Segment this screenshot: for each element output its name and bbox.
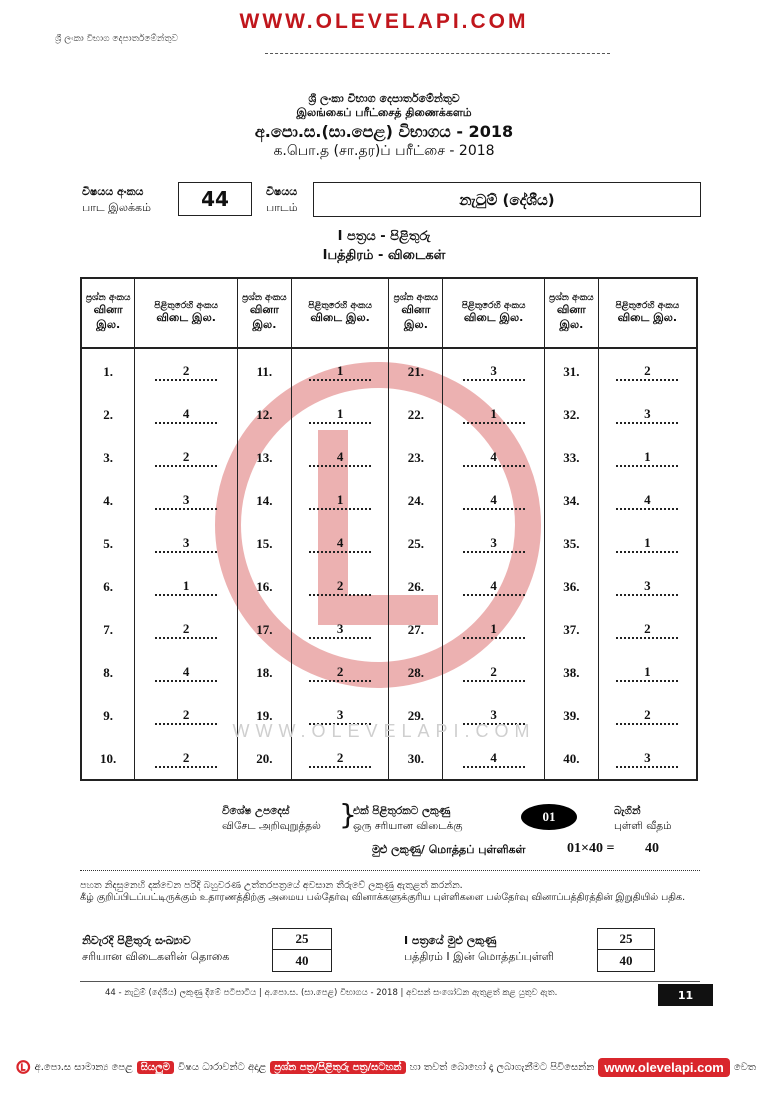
answer-cell xyxy=(443,607,545,650)
answer-cell xyxy=(291,521,389,564)
footer-note: 44 - නැටුම් (දේශීය) ලකුණු දීමේ පටිපාටිය | අ.පො.ස. (සා.පෙළ) විභාගය - 2018 | අවසන් සංශෝධන ඇතුළත් කළ යුතුව ඇත. xyxy=(105,988,558,998)
question-number-cell xyxy=(81,564,135,607)
question-number: 11. xyxy=(256,364,273,379)
question-number-cell xyxy=(237,650,291,693)
answer-value: 2 xyxy=(616,365,678,381)
question-number: 14. xyxy=(256,493,273,508)
question-number-cell xyxy=(389,392,443,435)
question-number: 1. xyxy=(103,364,114,379)
marks-per-answer-badge: 01 xyxy=(521,804,577,830)
answer-cell xyxy=(291,392,389,435)
question-number: 2. xyxy=(103,407,114,422)
total-marks-label: මුළු ලකුණු/ மொத்தப் புள்ளிகள் xyxy=(372,843,526,856)
question-number-cell xyxy=(544,564,598,607)
question-number-cell xyxy=(544,650,598,693)
table-row xyxy=(81,521,697,564)
answer-cell xyxy=(135,435,238,478)
page-number: 11 xyxy=(658,984,713,1006)
answer-cell xyxy=(598,478,697,521)
total-formula: 01×40 = xyxy=(567,841,615,856)
promo-bar xyxy=(16,1055,756,1079)
answer-value: 1 xyxy=(616,537,678,553)
answer-value: 1 xyxy=(309,365,371,381)
answer-cell xyxy=(291,348,389,392)
question-number: 35. xyxy=(563,536,580,551)
question-number: 33. xyxy=(563,450,580,465)
question-number: 36. xyxy=(563,579,580,594)
table-row xyxy=(81,607,697,650)
answer-cell xyxy=(598,607,697,650)
question-number: 32. xyxy=(563,407,580,422)
answer-value: 1 xyxy=(616,666,678,682)
question-number-cell xyxy=(544,736,598,780)
question-number-cell xyxy=(544,392,598,435)
subject-name-label: විෂයය பாடம் xyxy=(266,185,298,214)
answer-cell xyxy=(135,564,238,607)
section-divider xyxy=(80,870,700,871)
question-number-cell xyxy=(389,650,443,693)
subject-number-box: 44 xyxy=(178,182,252,216)
olevelapi-logo-icon xyxy=(16,1057,31,1077)
question-number-cell xyxy=(544,348,598,392)
answer-table xyxy=(80,277,698,781)
question-number: 37. xyxy=(563,622,580,637)
question-number: 21. xyxy=(407,364,424,379)
question-number: 26. xyxy=(407,579,424,594)
answer-value: 3 xyxy=(616,752,678,768)
question-number-cell xyxy=(81,435,135,478)
answer-value: 3 xyxy=(616,408,678,424)
answer-value: 2 xyxy=(155,365,217,381)
answer-cell xyxy=(598,521,697,564)
answer-value: 4 xyxy=(463,494,525,510)
answer-value: 4 xyxy=(463,752,525,768)
question-number: 3. xyxy=(103,450,114,465)
paper-title-sinhala: I පත්‍රය - පිළිතුරු xyxy=(337,229,431,244)
subject-number-label: විෂයය අංකය பாட இலக்கம் xyxy=(82,185,151,214)
answer-value: 1 xyxy=(463,623,525,639)
total-value: 40 xyxy=(645,841,659,856)
paper-title-tamil: Iபத்திரம் - விடைகள் xyxy=(322,248,446,263)
question-number: 27. xyxy=(407,622,424,637)
dept-name-tamil: இலங்கைப் பரீட்சைத் திணைக்களம் xyxy=(296,106,472,119)
question-number: 38. xyxy=(563,665,580,680)
answer-cell xyxy=(135,392,238,435)
answer-cell xyxy=(598,736,697,780)
correct-answers-label: නිවැරදි පිළිතුරු සංඛ්‍යාව சரியான விடைகளின் தொகை xyxy=(82,934,230,963)
question-number-cell xyxy=(81,736,135,780)
question-number-cell xyxy=(389,348,443,392)
question-number: 23. xyxy=(407,450,424,465)
subject-name-box: නැටුම් (දේශීය) xyxy=(313,182,701,217)
question-number: 12. xyxy=(256,407,273,422)
answer-cell xyxy=(135,348,238,392)
answer-value: 3 xyxy=(155,537,217,553)
question-col-header: ප්‍රශ්න අංකය வினா இல. xyxy=(237,278,291,348)
question-number: 9. xyxy=(103,708,114,723)
promo-url-link[interactable]: www.olevelapi.com xyxy=(598,1058,729,1077)
answer-cell xyxy=(598,650,697,693)
answer-cell xyxy=(291,607,389,650)
question-number-cell xyxy=(81,521,135,564)
answer-value: 2 xyxy=(155,752,217,768)
question-number-cell xyxy=(389,478,443,521)
table-row xyxy=(81,435,697,478)
question-number: 17. xyxy=(256,622,273,637)
question-number: 8. xyxy=(103,665,114,680)
answer-col-header: පිළිතුරෙහි අංකය விடை இல. xyxy=(291,278,389,348)
question-number-cell xyxy=(237,607,291,650)
question-number-cell xyxy=(237,478,291,521)
question-number-cell xyxy=(237,564,291,607)
question-number-cell xyxy=(544,521,598,564)
question-number: 19. xyxy=(256,708,273,723)
table-row xyxy=(81,564,697,607)
answer-table-header xyxy=(81,278,697,348)
site-banner[interactable]: WWW.OLEVELAPI.COM xyxy=(239,10,529,33)
answer-cell xyxy=(443,435,545,478)
answer-cell xyxy=(135,521,238,564)
question-number-cell xyxy=(237,736,291,780)
question-number: 5. xyxy=(103,536,114,551)
promo-tag-all: සියලුම xyxy=(137,1061,174,1074)
answer-value: 2 xyxy=(616,623,678,639)
question-number: 16. xyxy=(256,579,273,594)
question-number: 7. xyxy=(103,622,114,637)
answer-cell xyxy=(135,607,238,650)
answer-value: 2 xyxy=(155,451,217,467)
question-number-cell xyxy=(544,435,598,478)
answer-value: 3 xyxy=(463,709,525,725)
answer-value: 3 xyxy=(463,365,525,381)
question-number: 30. xyxy=(407,751,424,766)
answer-cell xyxy=(443,478,545,521)
question-number-cell xyxy=(237,435,291,478)
answer-value: 4 xyxy=(309,537,371,553)
promo-text-3: හා තවත් බොහෝ දෑ ලබාගැනීමට පිවිසෙන්න xyxy=(409,1061,595,1073)
answer-value: 2 xyxy=(309,580,371,596)
each-label: බැගින් புள்ளி வீதம் xyxy=(614,805,672,832)
answer-value: 3 xyxy=(155,494,217,510)
answer-value: 1 xyxy=(155,580,217,596)
answer-value: 2 xyxy=(616,709,678,725)
question-number-cell xyxy=(544,607,598,650)
instructions: පහත නිදසුනෙහි දක්වෙන පරිදි බහුවරණ උත්තරපත්‍රයේ අවසාන තීරුවේ ලකුණු ඇතුළත් කරන්න. கீழ் குறிப்பிடப்பட்டிருக்கும் உதாரணத்திற்கு அமைய பல்தேர்வு வினாக்களுக்குரிய புள்ளிகளை பல்தேர்வு வினாப்பத்திரத்தின் இறுதியில் பதிக. xyxy=(80,880,686,903)
promo-text-2: විෂය ධාරාවන්ට අදාළ xyxy=(177,1061,267,1073)
question-number: 25. xyxy=(407,536,424,551)
question-number-cell xyxy=(237,392,291,435)
answer-value: 4 xyxy=(309,451,371,467)
question-number: 18. xyxy=(256,665,273,680)
special-label: විශේෂ උපදෙස් விசேட அறிவுறுத்தல் xyxy=(222,805,321,832)
answer-cell xyxy=(598,348,697,392)
answer-value: 2 xyxy=(309,752,371,768)
table-row xyxy=(81,478,697,521)
answer-cell xyxy=(598,392,697,435)
table-row xyxy=(81,650,697,693)
answer-value: 2 xyxy=(155,623,217,639)
question-number-cell xyxy=(81,478,135,521)
brace-icon: } xyxy=(339,798,357,831)
answer-value: 3 xyxy=(616,580,678,596)
per-answer-label: එක් පිළිතුරකට ලකුණු ஒரு சரியான விடைக்கு xyxy=(353,805,463,832)
table-row xyxy=(81,348,697,392)
question-number: 22. xyxy=(407,407,424,422)
question-number-cell xyxy=(81,650,135,693)
question-col-header: ප්‍රශ්න අංකය வினா இல. xyxy=(389,278,443,348)
answer-value: 2 xyxy=(155,709,217,725)
watermark-text: WWW.OLEVELAPI.COM xyxy=(232,721,536,741)
answer-cell xyxy=(443,521,545,564)
answer-col-header: පිළිතුරෙහි අංකය விடை இல. xyxy=(135,278,238,348)
question-number: 10. xyxy=(100,751,117,766)
question-number-cell xyxy=(389,435,443,478)
answer-cell xyxy=(135,478,238,521)
answer-cell xyxy=(291,650,389,693)
answer-cell xyxy=(598,564,697,607)
question-number: 40. xyxy=(563,751,580,766)
answer-value: 4 xyxy=(616,494,678,510)
question-number: 4. xyxy=(103,493,114,508)
top-small-header: ශ්‍රී ලංකා විභාග දෙපාර්තමේන්තුව xyxy=(55,34,179,44)
question-number-cell xyxy=(389,607,443,650)
exam-title-tamil: க.பொ.த (சா.தர)ப் பரீட்சை - 2018 xyxy=(273,143,495,159)
question-number-cell xyxy=(389,736,443,780)
answer-value: 1 xyxy=(309,494,371,510)
question-number-cell xyxy=(81,348,135,392)
answer-cell xyxy=(135,736,238,780)
answer-cell xyxy=(291,478,389,521)
answer-value: 1 xyxy=(309,408,371,424)
answer-cell xyxy=(291,435,389,478)
promo-text-4: වෙත xyxy=(733,1061,756,1073)
paper-total-label: I පත්‍රයේ මුළු ලකුණු பத்திரம் I இன் மொத்தப்புள்ளி xyxy=(404,934,554,963)
question-col-header: ප්‍රශ්න අංකය வினா இல. xyxy=(81,278,135,348)
question-number-cell xyxy=(544,478,598,521)
promo-tag-papers: ප්‍රශ්න පත්‍ර/පිළිතුරු පත්‍ර/සටහන් xyxy=(270,1061,405,1074)
answer-cell xyxy=(598,435,697,478)
question-number: 20. xyxy=(256,751,273,766)
question-number-cell xyxy=(237,348,291,392)
answer-value: 3 xyxy=(309,623,371,639)
answer-value: 4 xyxy=(463,580,525,596)
answer-value: 2 xyxy=(309,666,371,682)
answer-value: 2 xyxy=(463,666,525,682)
correct-answers-box: 25 40 xyxy=(272,928,332,972)
question-number-cell xyxy=(81,392,135,435)
question-number: 24. xyxy=(407,493,424,508)
question-number: 34. xyxy=(563,493,580,508)
dept-name-sinhala: ශ්‍රී ලංකා විභාග දෙපාර්තමේන්තුව xyxy=(308,92,460,105)
answer-value: 4 xyxy=(155,408,217,424)
question-number: 15. xyxy=(256,536,273,551)
question-number-cell xyxy=(389,564,443,607)
top-divider xyxy=(265,53,610,54)
paper-total-box: 25 40 xyxy=(597,928,655,972)
exam-title-sinhala: අ.පො.ස.(සා.පෙළ) විභාගය - 2018 xyxy=(254,122,514,141)
question-number: 28. xyxy=(407,665,424,680)
answer-cell xyxy=(443,392,545,435)
answer-value: 4 xyxy=(463,451,525,467)
question-number-cell xyxy=(81,607,135,650)
answer-cell xyxy=(443,564,545,607)
answer-cell xyxy=(135,650,238,693)
answer-col-header: පිළිතුරෙහි අංකය விடை இல. xyxy=(598,278,697,348)
answer-cell xyxy=(443,348,545,392)
answer-value: 3 xyxy=(463,537,525,553)
table-row xyxy=(81,736,697,780)
question-col-header: ප්‍රශ්න අංකය வினா இல. xyxy=(544,278,598,348)
table-row xyxy=(81,392,697,435)
answer-cell xyxy=(443,736,545,780)
answer-value: 4 xyxy=(155,666,217,682)
question-number-cell xyxy=(237,521,291,564)
answer-cell xyxy=(443,650,545,693)
question-number-cell xyxy=(389,521,443,564)
answer-value: 1 xyxy=(463,408,525,424)
question-number: 6. xyxy=(103,579,114,594)
footer-divider xyxy=(80,981,700,982)
answer-cell xyxy=(291,564,389,607)
promo-text-1: අ.පො.ස සාමාන්‍ය පෙළ xyxy=(34,1061,133,1073)
answer-value: 3 xyxy=(309,709,371,725)
answer-cell xyxy=(291,736,389,780)
question-number: 13. xyxy=(256,450,273,465)
question-number: 29. xyxy=(407,708,424,723)
answer-value: 1 xyxy=(616,451,678,467)
answer-col-header: පිළිතුරෙහි අංකය விடை இல. xyxy=(443,278,545,348)
question-number: 31. xyxy=(563,364,580,379)
question-number: 39. xyxy=(563,708,580,723)
